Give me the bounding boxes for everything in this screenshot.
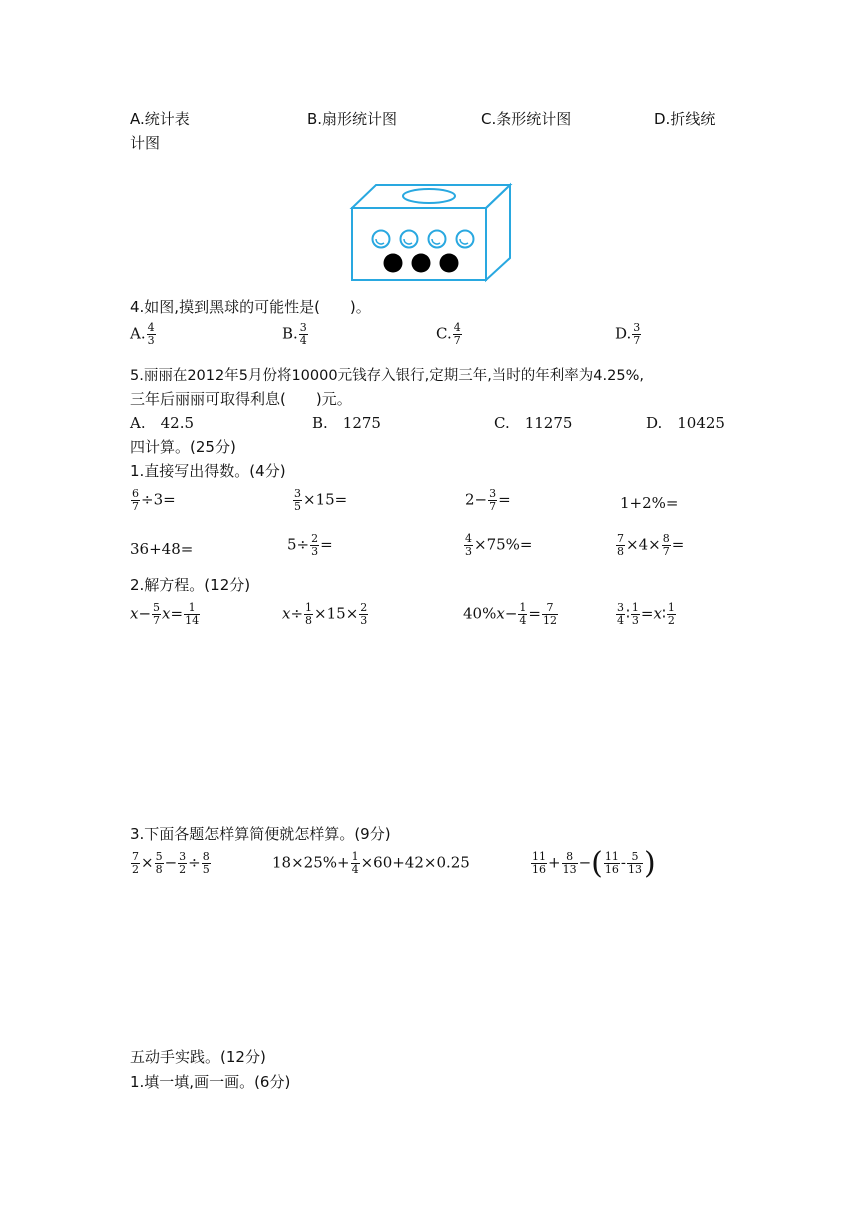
section4-sub2: 2.解方程。(12分) xyxy=(130,576,251,594)
white-ball xyxy=(401,231,418,248)
section4-sub1: 1.直接写出得数。(4分) xyxy=(130,462,286,480)
q3-option-a: A.统计表 xyxy=(130,110,190,128)
q5-option-d: D. 10425 xyxy=(646,414,725,432)
ball-box-figure xyxy=(348,182,513,284)
q4-option-c: C. $\frac{4}{7}$ xyxy=(436,321,461,347)
equation-3: 40%x− $\frac{1}{4}$ = $\frac{7}{12}$ xyxy=(463,601,557,627)
equation-4: $\frac{3}{4}$ ∶ $\frac{1}{3}$ =x∶ $\frac{1}{2}$ xyxy=(617,601,675,627)
white-ball xyxy=(429,231,446,248)
q3-option-d: D.折线统 xyxy=(654,110,716,128)
oral-calc-3: 2− $\frac{3}{7}$ = xyxy=(465,487,511,513)
q5-option-c: C. 11275 xyxy=(494,414,573,432)
section5-title: 五动手实践。(12分) xyxy=(130,1048,266,1066)
simplify-1: $\frac{7}{2}$ × $\frac{5}{8}$ − $\frac{3}{2}$ ÷ $\frac{8}{5}$ xyxy=(132,850,210,876)
section4-sub3: 3.下面各题怎样算简便就怎样算。(9分) xyxy=(130,825,391,843)
q5-line1: 5.丽丽在2012年5月份将10000元钱存入银行,定期三年,当时的年利率为4.25%, xyxy=(130,368,644,384)
black-ball xyxy=(412,254,431,273)
oral-calc-5: 36+48= xyxy=(130,540,194,558)
oral-calc-4: 1+2%= xyxy=(620,494,679,512)
oral-calc-7: $\frac{4}{3}$ ×75%= xyxy=(465,532,533,558)
q5-line2: 三年后丽丽可取得利息( )元。 xyxy=(130,390,352,408)
q4-stem: 4.如图,摸到黑球的可能性是( )。 xyxy=(130,298,371,316)
oral-calc-6: 5÷ $\frac{2}{3}$ = xyxy=(287,532,333,558)
box-opening xyxy=(403,189,455,203)
q4-option-a: A. $\frac{4}{3}$ xyxy=(130,321,155,347)
oral-calc-8: $\frac{7}{8}$ ×4× $\frac{8}{7}$ = xyxy=(617,532,685,558)
black-ball xyxy=(384,254,403,273)
simplify-2: 18×25%+ $\frac{1}{4}$ ×60+42×0.25 xyxy=(272,850,470,876)
q4-option-b: B. $\frac{3}{4}$ xyxy=(282,321,307,347)
q5-option-b: B. 1275 xyxy=(312,414,381,432)
q3-option-b: B.扇形统计图 xyxy=(307,110,398,128)
black-ball xyxy=(440,254,459,273)
white-balls xyxy=(373,231,474,248)
section5-sub1: 1.填一填,画一画。(6分) xyxy=(130,1073,291,1091)
oral-calc-2: $\frac{3}{5}$ ×15= xyxy=(294,487,348,513)
equation-2: x÷ $\frac{1}{8}$ ×15× $\frac{2}{3}$ xyxy=(282,601,368,627)
equation-1: x− $\frac{5}{7}$ x= $\frac{1}{14}$ xyxy=(130,601,200,627)
section4-title: 四计算。(25分) xyxy=(130,438,236,456)
q4-option-d: D. $\frac{3}{7}$ xyxy=(615,321,641,347)
q3-option-c: C.条形统计图 xyxy=(481,110,572,128)
simplify-3: $\frac{11}{16}$ + $\frac{8}{13}$ −( $\frac{11}{16}$ - $\frac{5}{13}$ ) xyxy=(532,846,656,881)
oral-calc-1: $\frac{6}{7}$ ÷3= xyxy=(132,487,176,513)
black-balls xyxy=(384,254,459,273)
white-ball xyxy=(373,231,390,248)
q5-option-a: A. 42.5 xyxy=(130,414,194,432)
q3-option-d-wrap: 计图 xyxy=(130,134,161,152)
box-side-face xyxy=(486,185,510,280)
white-ball xyxy=(457,231,474,248)
